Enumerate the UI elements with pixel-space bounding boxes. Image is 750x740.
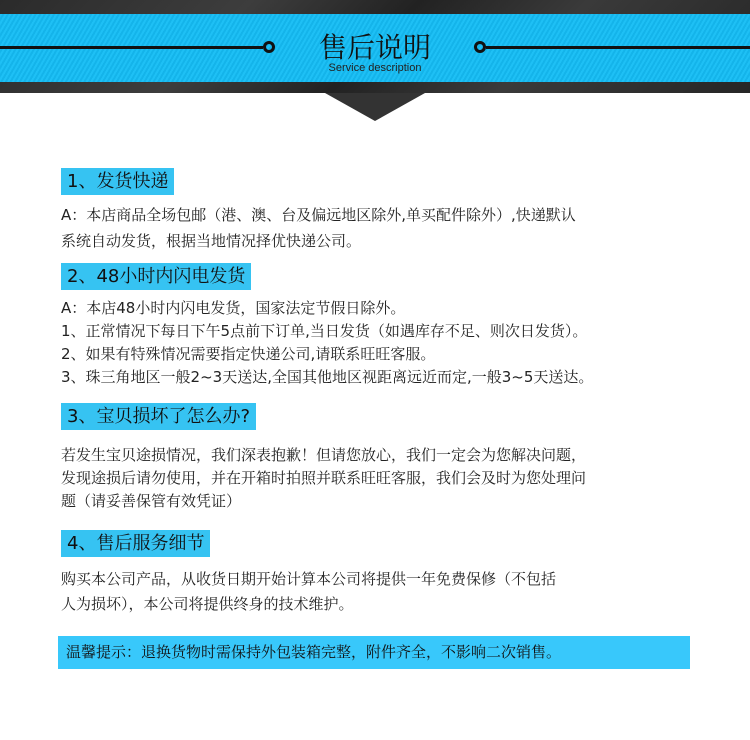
section-text: 人为损坏），本公司将提供终身的技术维护。 [61,595,354,613]
section-text: 发现途损后请勿使用，并在开箱时拍照并联系旺旺客服，我们会及时为您处理问 [61,469,587,487]
section-text: A：本店商品全场包邮（港、澳、台及偏远地区除外,单买配件除外）,快递默认 [61,206,576,224]
section-text: 系统自动发货，根据当地情况择优快递公司。 [61,232,362,250]
section-heading: 4、售后服务细节 [61,530,210,557]
section-text: A：本店48小时内闪电发货，国家法定节假日除外。 [61,299,406,317]
section-heading: 3、宝贝损坏了怎么办? [61,403,256,430]
section-text: 若发生宝贝途损情况，我们深表抱歉！但请您放心，我们一定会为您解决问题， [61,446,587,464]
section-text: 3、珠三角地区一般2~3天送达,全国其他地区视距离远近而定,一般3~5天送达。 [61,368,594,386]
down-arrow-icon [325,93,425,121]
page-title: 售后说明 [318,31,431,64]
tip-banner: 温馨提示：退换货物时需保持外包装箱完整，附件齐全，不影响二次销售。 [58,636,690,669]
section-text: 购买本公司产品，从收货日期开始计算本公司将提供一年免费保修（不包括 [61,570,557,588]
section-text: 2、如果有特殊情况需要指定快递公司,请联系旺旺客服。 [61,345,436,363]
section-heading: 2、48小时内闪电发货 [61,263,251,290]
section-text: 题（请妥善保管有效凭证） [61,492,242,510]
section-heading: 1、发货快递 [61,168,174,195]
page-subtitle: Service description [328,62,422,74]
section-text: 1、正常情况下每日下午5点前下订单,当日发货（如遇库存不足、则次日发货）。 [61,322,588,340]
